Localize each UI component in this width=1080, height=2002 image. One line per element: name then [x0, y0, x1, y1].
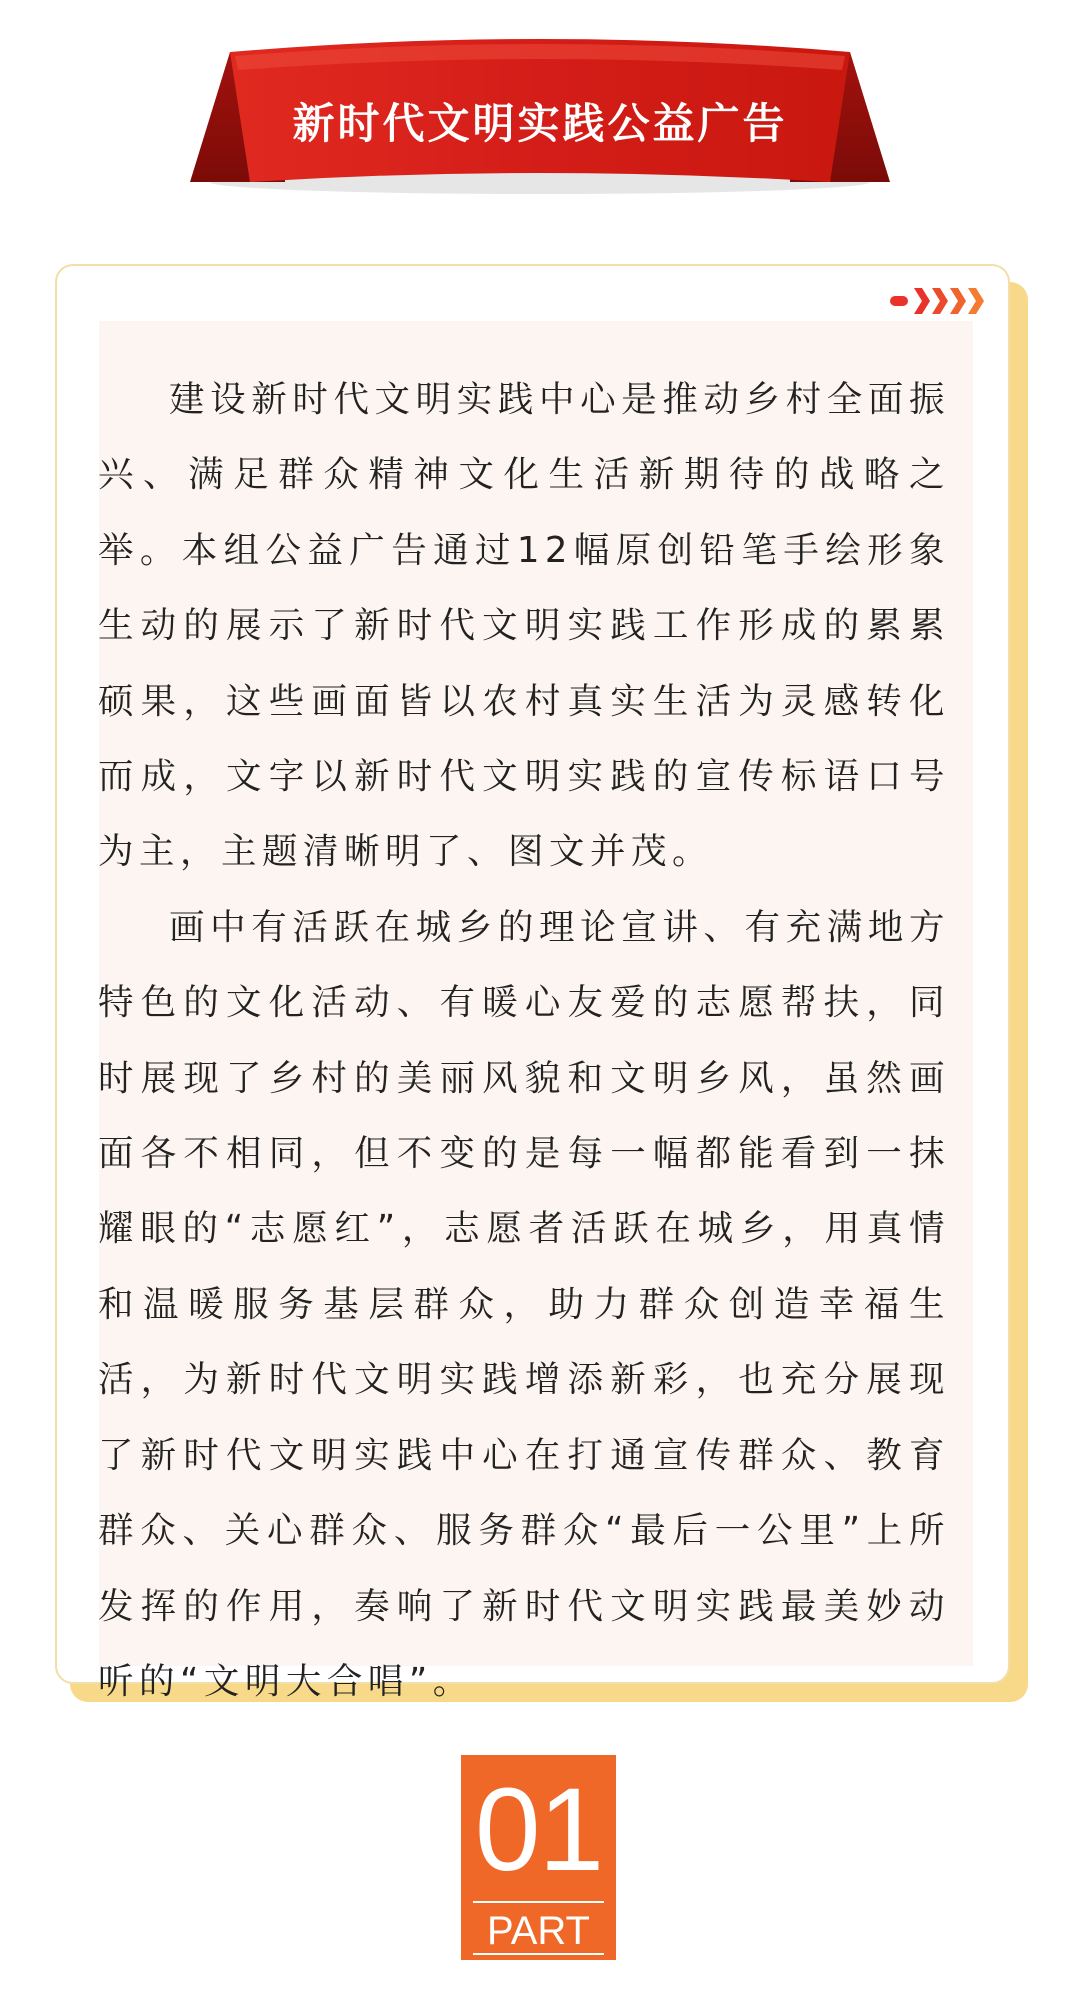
part-badge [461, 1755, 616, 1960]
article-paragraph-2: 画中有活跃在城乡的理论宣讲、有充满地方特色的文化活动、有暖心友爱的志愿帮扶，同时展现了乡村的美丽风貌和文明乡风，虽然画面各不相同，但不变的是每一幅都能看到一抹耀眼的“志愿红”，志愿者活跃在城乡，用真情和温暖服务基层群众，助力群众创造幸福生活，为新时代文明实践增添新彩，也充分展现了新时代文明实践中心在打通宣传群众、教育群众、关心群众、服务群众“最后一公里”上所发挥的作用，奏响了新时代文明实践最美妙动听的“文明大合唱”。 [98, 906, 950, 1702]
chevron-decoration-icon [890, 284, 988, 322]
part-number: 01 [474, 1764, 603, 1896]
article-paragraph-1: 建设新时代文明实践中心是推动乡村全面振兴、满足群众精神文化生活新期待的战略之举。本组公益广告通过12幅原创铅笔手绘形象生动的展示了新时代文明实践工作形成的累累硕果，这些画面皆以农村真实生活为灵感转化而成，文字以新时代文明实践的宣传标语口号为主，主题清晰明了、图文并茂。 [98, 379, 950, 873]
part-label: PART [473, 1901, 604, 1955]
article-body [98, 362, 950, 1719]
banner-title: 新时代文明实践公益广告 [292, 99, 788, 148]
title-ribbon [190, 32, 890, 202]
